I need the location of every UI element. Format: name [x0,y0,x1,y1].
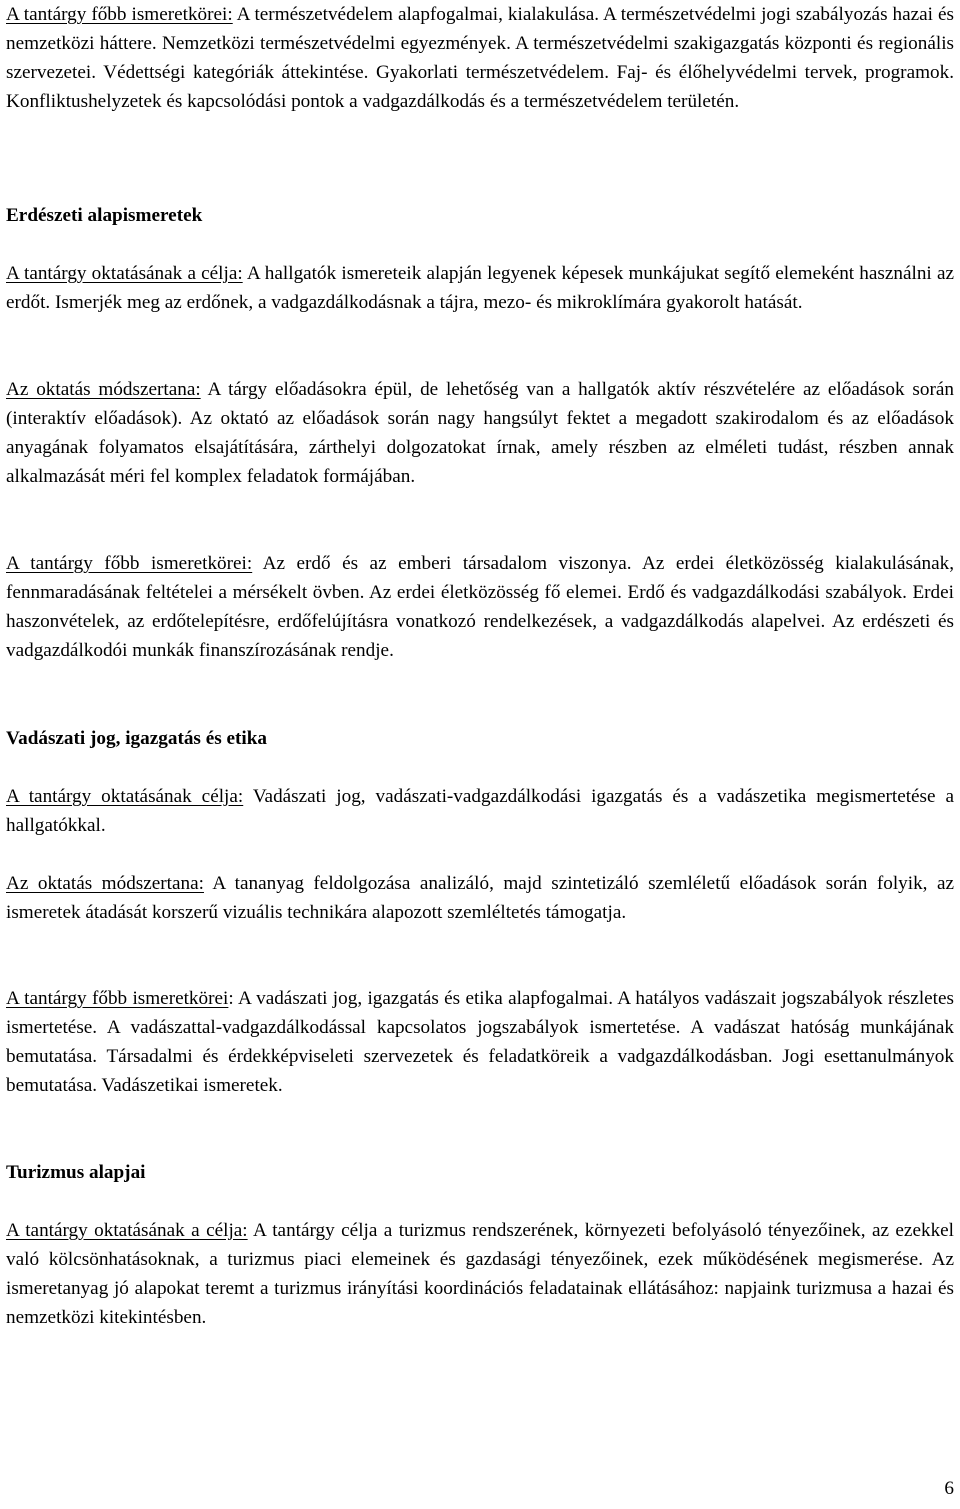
section-title-vadaszati: Vadászati jog, igazgatás és etika [6,728,267,749]
section-title-erdeszeti: Erdészeti alapismeretek [6,205,203,226]
erdeszeti-goal-text: A hallgatók ismereteik alapján legyenek képesek munkájukat segítő elemeként használni az erdőt. Ismerjék meg az erdőnek, a vadgazdálkodásnak a tájra, mezo- és mikroklímára gyakorolt hatását. [6,263,954,314]
vadaszati-method-paragraph [6,869,954,927]
erdeszeti-goal-paragraph [6,259,954,317]
vadaszati-topics-paragraph [6,984,954,1100]
intro-topics-text: A természetvédelem alapfogalmai, kialakulása. A természetvédelmi jogi szabályozás hazai és nemzetközi háttere. Nemzetközi természetvédelmi egyezmények. A természetvédelmi szakigazgatás központi és regionális szervezetei. Védettségi kategóriák áttekintése. Gyakorlati természetvédelem. Faj- és élőhelyvédelmi tervek, programok. Konfliktushelyzetek és kapcsolódási pontok a vadgazdálkodás és a természetvédelem területén. [6,4,954,113]
erdeszeti-method-paragraph [6,375,954,491]
erdeszeti-goal-label: A tantárgy oktatásának a célja: [6,263,243,284]
turizmus-goal-label: A tantárgy oktatásának a célja: [6,1220,248,1241]
erdeszeti-topics-label: A tantárgy főbb ismeretkörei: [6,553,253,574]
vadaszati-method-label: Az oktatás módszertana: [6,873,204,894]
vadaszati-goal-text: Vadászati jog, vadászati-vadgazdálkodási igazgatás és a vadászetika megismertetése a hallgatókkal. [6,786,954,837]
section-title-turizmus: Turizmus alapjai [6,1162,146,1183]
vadaszati-method-text: A tananyag feldolgozása analizáló, majd szintetizáló szemléletű előadások során folyik, az ismeretek átadását korszerű vizuális technikára alapozott szemléltetés támogatja. [6,873,954,924]
intro-topics-label: A tantárgy főbb ismeretkörei: [6,4,233,25]
page-number: 6 [944,1478,954,1499]
erdeszeti-topics-paragraph [6,549,954,665]
intro-topics-paragraph [6,0,954,116]
erdeszeti-topics-text: Az erdő és az emberi társadalom viszonya. Az erdei életközösség kialakulásának, fennmaradásának feltételei a mérsékelt övben. Az erdei életközösség fő elemei. Erdő és vadgazdálkodási szabályok. Erdei haszonvételek, az erdőtelepítésre, erdőfelújításra vonatkozó rendelkezések, a vadgazdálkodás alapelvei. Az erdészeti és vadgazdálkodói munkák finanszírozásának rendje. [6,553,954,662]
vadaszati-topics-text: : A vadászati jog, igazgatás és etika alapfogalmai. A hatályos vadászait jogszabályok részletes ismertetése. A vadászattal-vadgazdálkodással kapcsolatos jogszabályok ismertetése. A vadászat hatóság munkájának bemutatása. Társadalmi és érdekképviseleti szervezetek és feladatköreik a vadgazdálkodásban. Jogi esettanulmányok bemutatása. Vadászetikai ismeretek. [6,988,954,1097]
vadaszati-goal-label: A tantárgy oktatásának célja: [6,786,244,807]
erdeszeti-method-text: A tárgy előadásokra épül, de lehetőség van a hallgatók aktív részvételére az előadások során (interaktív előadások). Az oktató az előadások során nagy hangsúlyt fektet a megadott szakirodalom és az előadások anyagának folyamatos elsajátítására, zárthelyi dolgozatokat írnak, amely részben az elméleti tudást, részben annak alkalmazását méri fel komplex feladatok formájában. [6,379,954,488]
erdeszeti-method-label: Az oktatás módszertana: [6,379,201,400]
vadaszati-topics-label: A tantárgy főbb ismeretkörei [6,988,229,1009]
turizmus-goal-text: A tantárgy célja a turizmus rendszerének, környezeti befolyásoló tényezőinek, az ezekkel való kölcsönhatásoknak, a turizmus piaci elemeinek és gazdasági tényezőinek, ezek működésének megismerése. Az ismeretanyag jó alapokat teremt a turizmus irányítási koordinációs feladatainak ellátásához: napjaink turizmusa a hazai és nemzetközi kitekintésben. [6,1220,955,1329]
turizmus-goal-paragraph [6,1216,954,1332]
vadaszati-goal-paragraph [6,782,954,840]
